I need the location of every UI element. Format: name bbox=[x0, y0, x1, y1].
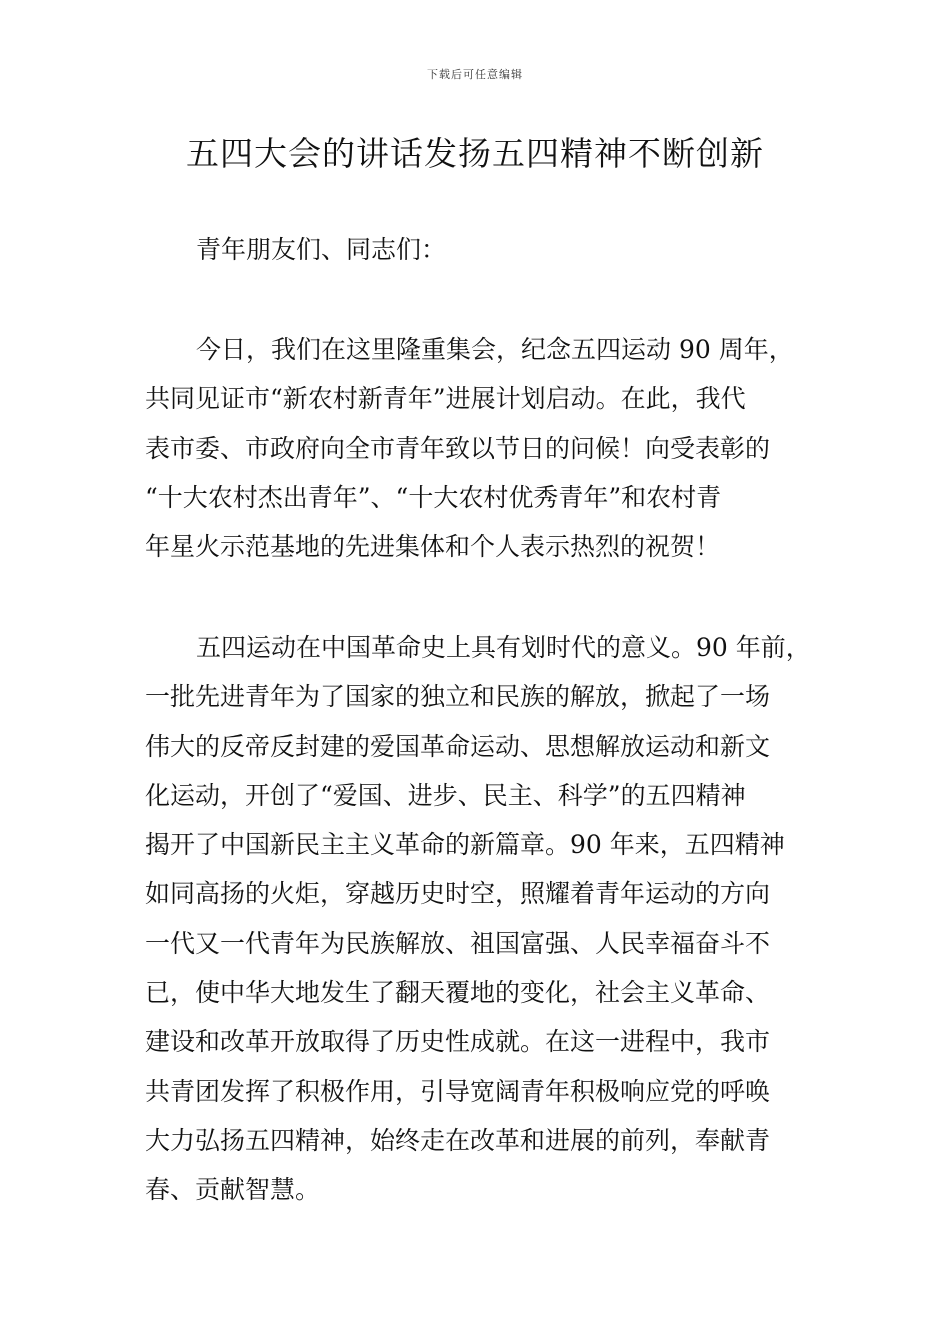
paragraph-line: 年星火示范基地的先进集体和个人表示热烈的祝贺！ bbox=[145, 532, 721, 562]
body-paragraph-2 bbox=[145, 623, 811, 1215]
greeting-paragraph bbox=[145, 225, 811, 274]
header-note: 下载后可任意编辑 bbox=[427, 68, 523, 81]
paragraph-line: 伟大的反帝反封建的爱国革命运动、思想解放运动和新文 bbox=[145, 731, 771, 761]
paragraph-line: 一代又一代青年为民族解放、祖国富强、人民幸福奋斗不 bbox=[145, 928, 771, 958]
paragraph-line: 表市委、市政府向全市青年致以节日的问候！向受表彰的 bbox=[145, 433, 771, 463]
body-paragraph-1 bbox=[145, 325, 811, 571]
paragraph-line: 春、贡献智慧。 bbox=[145, 1175, 321, 1205]
paragraph-line: 五四运动在中国革命史上具有划时代的意义。90 年前， bbox=[196, 633, 811, 662]
document-title: 五四大会的讲话发扬五四精神不断创新 bbox=[186, 134, 764, 173]
paragraph-line: 大力弘扬五四精神，始终走在改革和进展的前列，奉献青 bbox=[145, 1125, 771, 1155]
paragraph-line: 一批先进青年为了国家的独立和民族的解放，掀起了一场 bbox=[145, 682, 771, 712]
paragraph-line: 已，使中华大地发生了翻天覆地的变化，社会主义革命、 bbox=[145, 978, 771, 1008]
paragraph-line: 如同高扬的火炬，穿越历史时空，照耀着青年运动的方向 bbox=[145, 879, 771, 909]
paragraph-line: 今日，我们在这里隆重集会，纪念五四运动 90 周年， bbox=[196, 335, 794, 364]
paragraph-line: 化运动，开创了“爱国、进步、民主、科学”的五四精神 bbox=[145, 780, 746, 810]
paragraph-line: 建设和改革开放取得了历史性成就。在这一进程中，我市 bbox=[145, 1027, 771, 1057]
paragraph-line: 共青团发挥了积极作用，引导宽阔青年积极响应党的呼唤 bbox=[145, 1076, 771, 1106]
greeting-line: 青年朋友们、同志们： bbox=[196, 235, 447, 264]
paragraph-line: 共同见证市“新农村新青年”进展计划启动。在此，我代 bbox=[145, 384, 746, 414]
paragraph-line: 揭开了中国新民主主义革命的新篇章。90 年来，五四精神 bbox=[145, 830, 785, 860]
paragraph-line: “十大农村杰出青年”、“十大农村优秀青年”和农村青 bbox=[145, 482, 722, 512]
